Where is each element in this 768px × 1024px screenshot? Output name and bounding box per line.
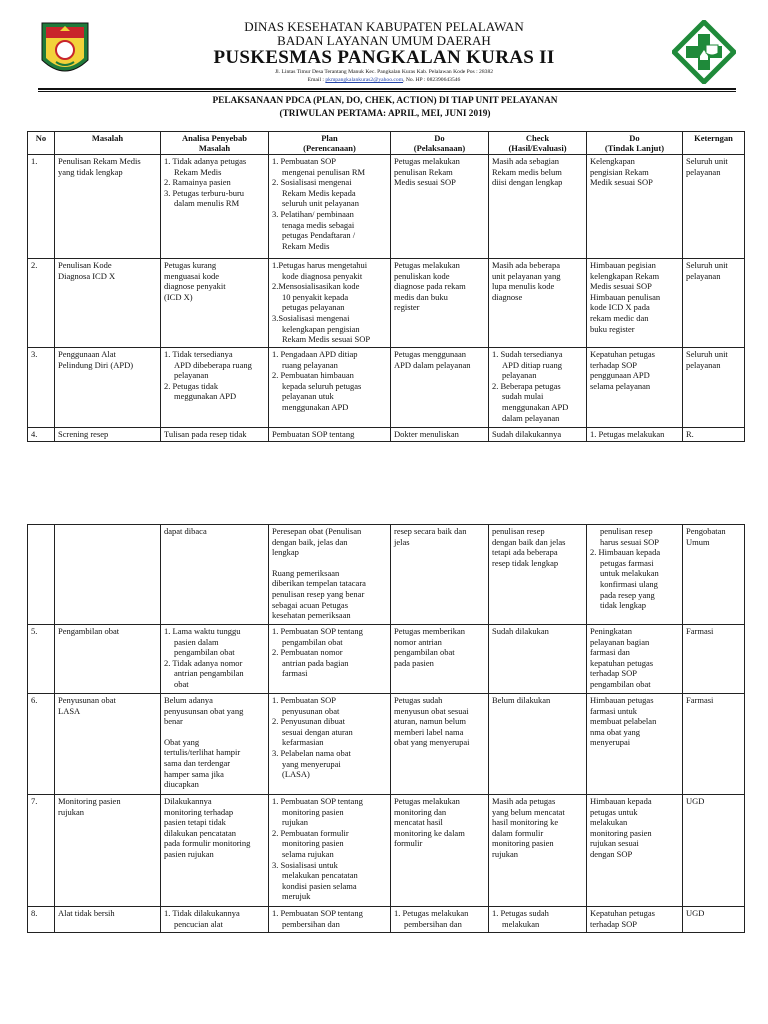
- col-analisa: Analisa Penyebab Masalah: [161, 132, 269, 155]
- cell-analisa: 1. Tidak tersedianya APD dibeberapa ruang pelayanan 2. Petugas tidak meggunakan APD: [161, 348, 269, 428]
- table-row: [28, 907, 745, 933]
- cell-analisa: 1. Tidak dilakukannya pencucian alat: [161, 907, 269, 933]
- col-no: No: [28, 132, 55, 155]
- cell-tindak-lanjut: Peningkatan pelayanan bagian farmasi dan kepatuhan petugas terhadap SOP pengambilan obat: [587, 625, 683, 694]
- cell-tindak-lanjut: Himbauan pegisian kelengkapan Rekam Medis sesuai SOP Himbauan penulisan kode ICD X pada rekam medic dan buku register: [587, 259, 683, 348]
- cell-keterangan: UGD: [683, 795, 745, 907]
- letterhead-rule-thin: [38, 91, 736, 92]
- phone-number: , No. HP : 082390643546: [403, 77, 461, 83]
- cell-no: 3.: [28, 348, 55, 428]
- cell-analisa: Belum adanya penyusunsan obat yang benar Obat yang tertulis/terlihat hampir sama dan terdengar hamper sama jika diucapkan: [161, 694, 269, 795]
- table-row: [28, 155, 745, 259]
- col-plan: Plan (Perencanaan): [269, 132, 391, 155]
- document-title: PELAKSANAAN PDCA (PLAN, DO, CHEK, ACTION) DI TIAP UNIT PELAYANAN: [212, 96, 558, 106]
- cell-do: Petugas menggunaan APD dalam pelayanan: [391, 348, 489, 428]
- table-row: [28, 795, 745, 907]
- cell-tindak-lanjut: Kelengkapan pengisian Rekam Medik sesuai SOP: [587, 155, 683, 259]
- cell-tindak-lanjut: penulisan resep harus sesuai SOP 2. Himbauan kepada petugas farmasi untuk melakukan konfirmasi ulang pada resep yang tidak lengkap: [587, 525, 683, 625]
- cell-masalah: Screning resep: [55, 428, 161, 442]
- cell-analisa: 1. Lama waktu tunggu pasien dalam pengambilan obat 2. Tidak adanya nomor antrian pengambilan obat: [161, 625, 269, 694]
- cell-masalah: Alat tidak bersih: [55, 907, 161, 933]
- cell-check: penulisan resep dengan baik dan jelas tetapi ada beberapa resep tidak lengkap: [489, 525, 587, 625]
- institution-address: Jl. Lintas Timur Desa Terantang Manuk Kec. Pangkalan Kuras Kab. Pelalawan Kode Pos : 28382: [274, 69, 494, 75]
- cell-masalah: Penyusunan obat LASA: [55, 694, 161, 795]
- cell-check: Masih ada petugas yang belum mencatat hasil monitoring ke dalam formulir monitoring pasien rujukan: [489, 795, 587, 907]
- cell-no: 1.: [28, 155, 55, 259]
- cell-no: 6.: [28, 694, 55, 795]
- cell-analisa: Tulisan pada resep tidak: [161, 428, 269, 442]
- cell-tindak-lanjut: Kepatuhan petugas terhadap SOP: [587, 907, 683, 933]
- cell-plan: 1. Pembuatan SOP tentang monitoring pasien rujukan 2. Pembuatan formulir monitoring pasien selama rujukan 3. Sosialisasi untuk melakukan pencatatan kondisi pasien selama merujuk: [269, 795, 391, 907]
- cell-analisa: Dilakukannya monitoring terhadap pasien tetapi tidak dilakukan pencatatan pada formulir monitoring pasien rujukan: [161, 795, 269, 907]
- cell-no: 5.: [28, 625, 55, 694]
- cell-do: resep secara baik dan jelas: [391, 525, 489, 625]
- col-do: Do (Pelaksanaan): [391, 132, 489, 155]
- cell-tindak-lanjut: Kepatuhan petugas terhadap SOP penggunaan APD selama pelayanan: [587, 348, 683, 428]
- cell-no: [28, 525, 55, 625]
- col-masalah: Masalah: [55, 132, 161, 155]
- cell-keterangan: Farmasi: [683, 694, 745, 795]
- cell-check: Sudah dilakukannya: [489, 428, 587, 442]
- cell-plan: 1. Pembuatan SOP tentang pembersihan dan: [269, 907, 391, 933]
- cell-check: Masih ada sebagian Rekam medis belum diisi dengan lengkap: [489, 155, 587, 259]
- cell-check: Masih ada beberapa unit pelayanan yang lupa menulis kode diagnose: [489, 259, 587, 348]
- cell-do: Petugas melakukan penuliskan kode diagnose pada rekam medis dan buku register: [391, 259, 489, 348]
- letterhead-rule-thick: [38, 88, 736, 90]
- cell-do: Petugas memberikan nomor antrian pengambilan obat pada pasien: [391, 625, 489, 694]
- cell-check: Belum dilakukan: [489, 694, 587, 795]
- cell-plan: Pembuatan SOP tentang: [269, 428, 391, 442]
- unit-name: BADAN LAYANAN UMUM DAERAH: [277, 33, 491, 48]
- agency-name: DINAS KESEHATAN KABUPATEN PELALAWAN: [244, 19, 524, 34]
- table-header-row: [28, 132, 745, 155]
- cell-masalah: Penulisan Kode Diagnosa ICD X: [55, 259, 161, 348]
- cell-do: Dokter menuliskan: [391, 428, 489, 442]
- cell-no: 4.: [28, 428, 55, 442]
- cell-plan: 1. Pembuatan SOP penyusunan obat 2. Penyusunan dibuat sesuai dengan aturan kefarmasian 3. Pelabelan nama obat yang menyerupai (LASA): [269, 694, 391, 795]
- document-page-1: [0, 0, 768, 470]
- cell-keterangan: Seluruh unit pelayanan: [683, 259, 745, 348]
- cell-analisa: dapat dibaca: [161, 525, 269, 625]
- cell-keterangan: R.: [683, 428, 745, 442]
- cell-do: Petugas melakukan penulisan Rekam Medis sesuai SOP: [391, 155, 489, 259]
- table-row: [28, 428, 745, 442]
- cell-masalah: [55, 525, 161, 625]
- cell-analisa: Petugas kurang menguasai kode diagnose penyakit (ICD X): [161, 259, 269, 348]
- cell-tindak-lanjut: Himbauan petugas farmasi untuk membuat pelabelan nma obat yang menyerupai: [587, 694, 683, 795]
- pdca-table-page-2: [27, 524, 745, 933]
- cell-tindak-lanjut: 1. Petugas melakukan: [587, 428, 683, 442]
- cell-plan: 1. Pembuatan SOP tentang pengambilan obat 2. Pembuatan nomor antrian pada bagian farmasi: [269, 625, 391, 694]
- email-link[interactable]: pkmpangkalankuras2@yahoo.com: [325, 77, 404, 83]
- cell-no: 8.: [28, 907, 55, 933]
- col-check: Check (Hasil/Evaluasi): [489, 132, 587, 155]
- cell-masalah: Pengambilan obat: [55, 625, 161, 694]
- cell-masalah: Penulisan Rekam Medis yang tidak lengkap: [55, 155, 161, 259]
- table-row: [28, 259, 745, 348]
- document-subtitle: (TRIWULAN PERTAMA: APRIL, MEI, JUNI 2019): [279, 109, 491, 119]
- cell-masalah: Penggunaan Alat Pelindung Diri (APD): [55, 348, 161, 428]
- cell-keterangan: Pengobatan Umum: [683, 525, 745, 625]
- cell-check: 1. Sudah tersedianya APD ditiap ruang pelayanan 2. Beberapa petugas sudah mulai menggunakan APD dalam pelayanan: [489, 348, 587, 428]
- regency-emblem-icon: [38, 20, 92, 82]
- email-label: Email :: [307, 77, 326, 83]
- cell-plan: 1. Pengadaan APD ditiap ruang pelayanan 2. Pembuatan himbauan kepada seluruh petugas pelayanan utuk menggunakan APD: [269, 348, 391, 428]
- col-keterangan: Keterngan: [683, 132, 745, 155]
- col-tindak-lanjut: Do (Tindak Lanjut): [587, 132, 683, 155]
- table-row: [28, 694, 745, 795]
- cell-plan: 1.Petugas harus mengetahui kode diagnosa penyakit 2.Mensosialisasikan kode 10 penyakit kepada petugas pelayanan 3.Sosialisasi mengenai kelengkapan pengisian Rekam Medis sesuai SOP: [269, 259, 391, 348]
- table-row: [28, 348, 745, 428]
- cell-tindak-lanjut: Himbauan kepada petugas untuk melakukan monitoring pasien rujukan sesuai dengan SOP: [587, 795, 683, 907]
- cell-keterangan: Seluruh unit pelayanan: [683, 348, 745, 428]
- cell-do: Petugas sudah menyusun obat sesuai aturan, namun belum memberi label nama obat yang menyerupai: [391, 694, 489, 795]
- cell-keterangan: Farmasi: [683, 625, 745, 694]
- institution-name: PUSKESMAS PANGKALAN KURAS II: [213, 47, 555, 68]
- table-row: [28, 525, 745, 625]
- puskesmas-logo-icon: [672, 20, 736, 84]
- cell-keterangan: Seluruh unit pelayanan: [683, 155, 745, 259]
- table-row: [28, 625, 745, 694]
- cell-analisa: 1. Tidak adanya petugas Rekam Medis 2. Ramainya pasien 3. Petugas terburu-buru dalam menulis RM: [161, 155, 269, 259]
- cell-keterangan: UGD: [683, 907, 745, 933]
- cell-check: Sudah dilakukan: [489, 625, 587, 694]
- cell-masalah: Monitoring pasien rujukan: [55, 795, 161, 907]
- cell-do: Petugas melakukan monitoring dan mencatat hasil monitoring ke dalam formulir: [391, 795, 489, 907]
- cell-do: 1. Petugas melakukan pembersihan dan: [391, 907, 489, 933]
- cell-plan: 1. Pembuatan SOP mengenai penulisan RM 2. Sosialisasi mengenai Rekam Medis kepada seluruh unit pelayanan 3. Pelatihan/ pembinaan tenaga medis sebagai petugas Pendaftaran / Rekam Medis: [269, 155, 391, 259]
- cell-check: 1. Petugas sudah melakukan: [489, 907, 587, 933]
- page-gap: [0, 470, 768, 520]
- cell-no: 7.: [28, 795, 55, 907]
- cell-plan: Peresepan obat (Penulisan dengan baik, jelas dan lengkap Ruang pemeriksaan diberikan tempelan tatacara penulisan resep yang benar sebagai acuan Petugas kesehatan pemeriksaan: [269, 525, 391, 625]
- institution-contact: [110, 78, 658, 84]
- pdca-table-page-1: [27, 131, 745, 442]
- cell-no: 2.: [28, 259, 55, 348]
- document-page-2: [0, 520, 768, 1024]
